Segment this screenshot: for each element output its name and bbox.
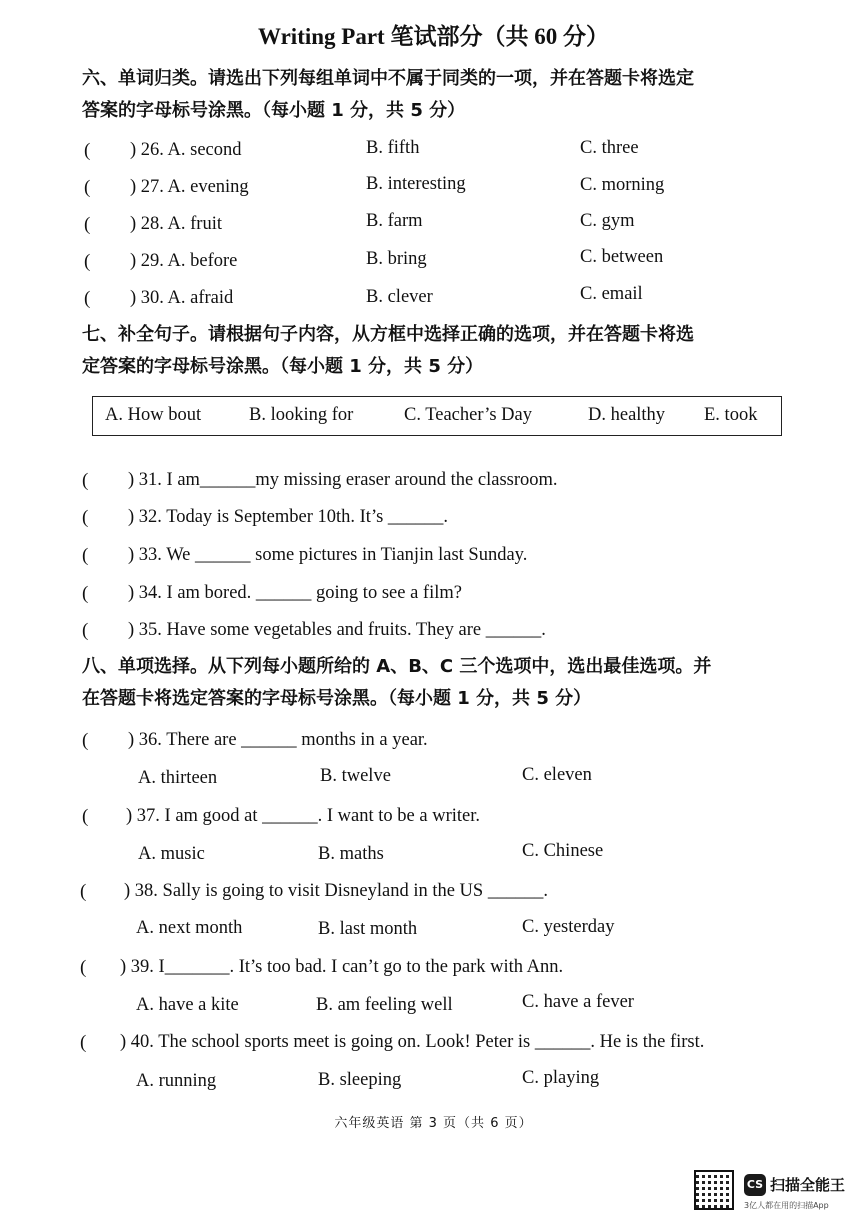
scanner-tagline: 3亿人都在用的扫描App bbox=[744, 1201, 829, 1210]
section-7-heading: 七、补全句子。请根据句子内容，从方框中选择正确的选项，并在答题卡将选 bbox=[82, 324, 694, 345]
answer-paren: ( bbox=[82, 730, 89, 751]
question-38: ) 38. Sally is going to visit Disneyland in the US ______. bbox=[124, 881, 548, 901]
option-b: B. interesting bbox=[366, 174, 466, 194]
option-b: B. am feeling well bbox=[316, 995, 453, 1015]
question-32: ) 32. Today is September 10th. It’s ______. bbox=[128, 507, 449, 527]
answer-paren: ( bbox=[84, 140, 91, 161]
question-33: ) 33. We ______ some pictures in Tianjin last Sunday. bbox=[128, 545, 528, 565]
option-b: B. sleeping bbox=[318, 1070, 402, 1090]
word-bank-option-b: B. looking for bbox=[249, 405, 354, 425]
question-27: ) 27. A. evening bbox=[130, 177, 249, 197]
qr-code-icon bbox=[694, 1170, 734, 1210]
section-8-heading: 八、单项选择。从下列每小题所给的 A、B、C 三个选项中，选出最佳选项。并 bbox=[82, 656, 712, 677]
option-b: B. farm bbox=[366, 211, 423, 231]
answer-paren: ( bbox=[84, 251, 91, 272]
option-a: A. thirteen bbox=[138, 768, 218, 788]
answer-paren: ( bbox=[84, 177, 91, 198]
scanner-app-name: 扫描全能王 bbox=[770, 1176, 846, 1194]
question-36: ) 36. There are ______ months in a year. bbox=[128, 730, 428, 750]
word-bank-option-c: C. Teacher’s Day bbox=[404, 405, 532, 425]
answer-paren: ( bbox=[80, 957, 87, 978]
option-c: C. eleven bbox=[522, 765, 592, 785]
option-c: C. three bbox=[580, 138, 639, 158]
question-31: ) 31. I am______my missing eraser around the classroom. bbox=[128, 470, 558, 490]
answer-paren: ( bbox=[80, 881, 87, 902]
option-a: A. running bbox=[136, 1071, 217, 1091]
section-6-heading-cont: 答案的字母标号涂黑。（每小题 1 分，共 5 分） bbox=[82, 100, 466, 121]
question-34: ) 34. I am bored. ______ going to see a film? bbox=[128, 583, 462, 603]
option-c: C. playing bbox=[522, 1068, 600, 1088]
word-bank-box bbox=[92, 396, 782, 436]
answer-paren: ( bbox=[80, 1032, 87, 1053]
option-b: B. fifth bbox=[366, 138, 420, 158]
option-b: B. twelve bbox=[320, 766, 391, 786]
page-title: Writing Part 笔试部分（共 60 分） bbox=[258, 24, 609, 49]
page-footer: 六年级英语 第 3 页（共 6 页） bbox=[334, 1116, 533, 1131]
option-c: C. email bbox=[580, 284, 643, 304]
answer-paren: ( bbox=[84, 288, 91, 309]
camscanner-logo-icon: CS bbox=[744, 1174, 766, 1196]
option-a: A. music bbox=[138, 844, 205, 864]
option-b: B. clever bbox=[366, 287, 433, 307]
answer-paren: ( bbox=[84, 214, 91, 235]
option-c: C. have a fever bbox=[522, 992, 634, 1012]
question-26: ) 26. A. second bbox=[130, 140, 242, 160]
option-c: C. yesterday bbox=[522, 917, 615, 937]
option-b: B. maths bbox=[318, 844, 384, 864]
answer-paren: ( bbox=[82, 806, 89, 827]
option-a: A. have a kite bbox=[136, 995, 239, 1015]
option-c: C. morning bbox=[580, 175, 665, 195]
section-8-heading-cont: 在答题卡将选定答案的字母标号涂黑。（每小题 1 分，共 5 分） bbox=[82, 688, 592, 709]
answer-paren: ( bbox=[82, 470, 89, 491]
answer-paren: ( bbox=[82, 545, 89, 566]
option-c: C. between bbox=[580, 247, 664, 267]
option-b: B. bring bbox=[366, 249, 427, 269]
option-c: C. Chinese bbox=[522, 841, 604, 861]
word-bank-option-a: A. How bout bbox=[105, 405, 202, 425]
question-35: ) 35. Have some vegetables and fruits. They are ______. bbox=[128, 620, 546, 640]
section-7-heading-cont: 定答案的字母标号涂黑。（每小题 1 分，共 5 分） bbox=[82, 356, 484, 377]
answer-paren: ( bbox=[82, 620, 89, 641]
word-bank-option-e: E. took bbox=[704, 405, 758, 425]
question-30: ) 30. A. afraid bbox=[130, 288, 234, 308]
option-a: A. next month bbox=[136, 918, 243, 938]
answer-paren: ( bbox=[82, 507, 89, 528]
question-28: ) 28. A. fruit bbox=[130, 214, 222, 234]
question-29: ) 29. A. before bbox=[130, 251, 238, 271]
question-39: ) 39. I_______. It’s too bad. I can’t go to the park with Ann. bbox=[120, 957, 564, 977]
answer-paren: ( bbox=[82, 583, 89, 604]
word-bank-option-d: D. healthy bbox=[588, 405, 666, 425]
question-37: ) 37. I am good at ______. I want to be a writer. bbox=[126, 806, 480, 826]
option-c: C. gym bbox=[580, 211, 635, 231]
section-6-heading: 六、单词归类。请选出下列每组单词中不属于同类的一项，并在答题卡将选定 bbox=[82, 68, 694, 89]
question-40: ) 40. The school sports meet is going on. Look! Peter is ______. He is the first. bbox=[120, 1032, 705, 1052]
option-b: B. last month bbox=[318, 919, 418, 939]
